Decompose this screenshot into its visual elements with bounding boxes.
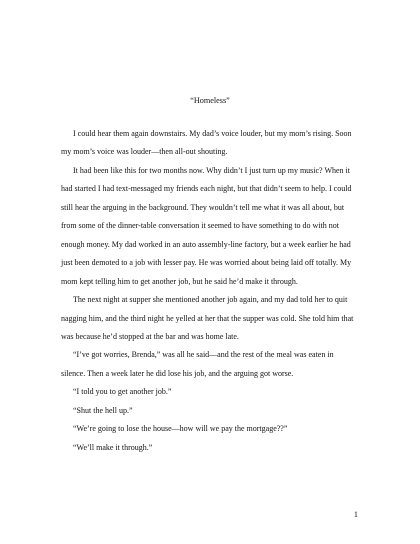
paragraph-3: The next night at supper she mentioned another job again, and my dad told her to quit nagging him, and the third night he yelled at her that the supper was cold. She told him that was because he’d stopped at the bar and was home late. xyxy=(61,295,354,341)
paragraph-1: I could hear them again downstairs. My dad’s voice louder, but my mom’s rising. Soon my mom’s voice was louder—then all-out shouting. xyxy=(61,129,352,157)
paragraph-4: “I’ve got worries, Brenda,” was all he said—and the rest of the meal was eaten in silence. Then a week later he did lose his job, and the arguing got worse. xyxy=(61,350,334,378)
dialogue-line-4: “We’ll make it through.” xyxy=(73,442,153,452)
story-body xyxy=(61,125,359,457)
paragraph-2: It had been like this for two months now. Why didn’t I just turn up my music? When it had started I had text-messaged my friends each night, but that didn’t seem to help. I could still hear the arguing in the background. They wouldn’t tell me what it was all about, but from some of the dinner-table conversation it seemed to have something to do with not enough money. My dad worked in an auto assembly-line factory, but a week earlier he had just been demoted to a job with lesser pay. He was worried about being laid off totally. My mom kept telling him to get another job, but he said he’d make it through. xyxy=(61,165,352,286)
page-number: 1 xyxy=(353,510,358,519)
dialogue-line-3: “We’re going to lose the house—how will we pay the mortgage??” xyxy=(73,424,288,434)
dialogue-line-1: “I told you to get another job.” xyxy=(73,387,172,397)
story-title: “Homeless” xyxy=(190,96,230,105)
dialogue-line-2: “Shut the hell up.” xyxy=(73,405,133,415)
